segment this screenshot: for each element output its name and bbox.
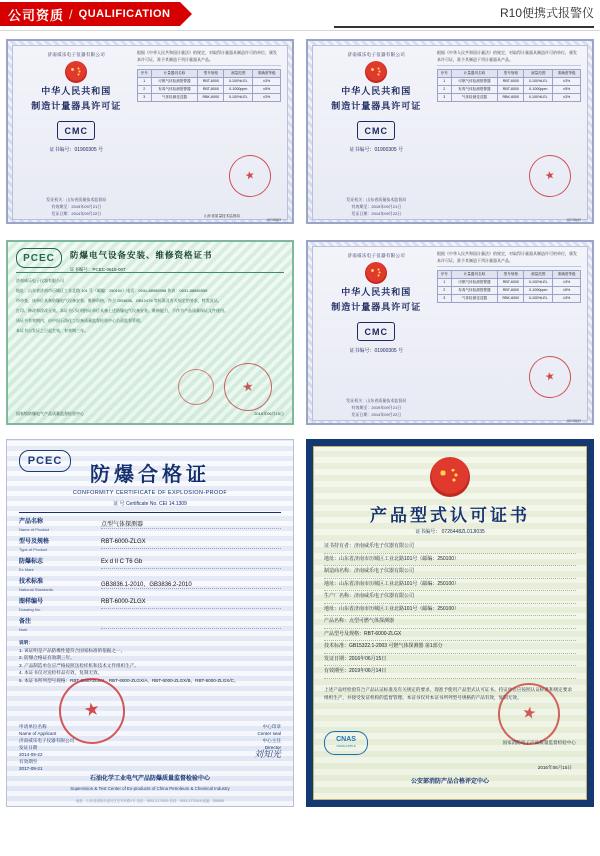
table-cell: 气体检测变送器 <box>451 295 498 303</box>
table-cell: 2 <box>138 86 152 94</box>
table-cell: 3 <box>138 94 152 102</box>
seal-note: 国家消防电子产品质量监督检验中心 <box>502 740 576 745</box>
table-cell: ±3% <box>253 78 281 86</box>
certificate-left-panel <box>316 251 437 424</box>
table-cell: 3 <box>438 295 452 303</box>
field-row <box>19 579 281 593</box>
issue-date: 2016年06月15日 <box>254 411 284 416</box>
certificate-number: 证书编号：01900305 号 <box>349 147 404 153</box>
pcec-logo-icon: PCEC <box>19 450 71 472</box>
divider <box>19 512 281 513</box>
table-cell: RBK-6000 <box>498 295 524 303</box>
table-header-cell: 型号规格 <box>198 70 224 78</box>
table-cell: ±3% <box>553 279 581 287</box>
table-row <box>138 78 281 86</box>
applicant-name: 济南威乐电子仪器有限公司 <box>19 738 75 743</box>
certificate-title-line1: 中华人民共和国 <box>41 86 112 96</box>
notes-title: 说明： <box>19 640 33 645</box>
field-line: 产品型号及规格：RBT-6000-ZLGX <box>324 629 576 642</box>
table-cell: RBT-6000 <box>498 279 524 287</box>
table-cell: RBK-6000 <box>198 94 224 102</box>
table-header-cell: 测量范围 <box>224 70 253 78</box>
issuing-authority: 发证机关：山东省质量技术监督局 <box>346 398 407 403</box>
certificate-title: 防爆电气设备安装、维修资格证书 <box>70 250 213 260</box>
certificate-right-panel <box>437 251 585 424</box>
table-header-cell: 准确度等级 <box>553 271 581 279</box>
table-header-cell: 序号 <box>438 271 452 279</box>
field-line: 产品名称：点型可燃气体探测器 <box>324 616 576 629</box>
table-cell: 2 <box>438 86 452 94</box>
certificate-note: 根据《中华人民共和国计量法》的规定，对取得计量器具制造许可的单位，颁发本许可证，准予其制造下列计量器具产品。 <box>437 50 581 66</box>
issue-date: 发证日期：2014年09月22日 <box>351 412 402 417</box>
field-label-en: Note <box>19 627 28 632</box>
certificate-title: 防爆合格证 <box>90 464 210 486</box>
issue-date: 发证日期：2014年09月22日 <box>51 211 102 216</box>
divider <box>16 272 284 273</box>
certificate-note: 根据《中华人民共和国计量法》的规定，对取得计量器具制造许可的单位，颁发本许可证，准予其制造下列计量器具产品。 <box>137 50 281 66</box>
table-cell: 可燃气体检测报警器 <box>451 279 498 287</box>
field-line: 地址：山东省济南市历城区工业北路101号（邮编：250100） <box>324 579 576 592</box>
official-seal <box>525 151 575 201</box>
field-label-en: National Standards <box>19 587 54 592</box>
issue-date: 2016年06月15日 <box>537 765 572 770</box>
table-cell: 1 <box>138 78 152 86</box>
field-row <box>19 619 281 633</box>
seal-label-cn: 中心印章 <box>262 724 281 729</box>
table-row <box>438 78 581 86</box>
official-seal <box>225 151 275 201</box>
issue-label-cn: 发证日期 <box>19 745 38 750</box>
issuer-name: 济南威乐电子仪器有限公司 <box>347 253 406 258</box>
table-row <box>438 94 581 102</box>
national-emblem-icon <box>65 61 87 83</box>
table-cell: RBK-6000 <box>498 94 524 102</box>
body-line: 经审查，该单位具备防爆电气设备安装、维修资格，符合 GB3836、GB12476 等标准及有关规定的要求，特发此证。 <box>16 298 222 303</box>
certificate-number: 证书编号：01900305 号 <box>49 147 104 153</box>
field-list <box>324 541 576 679</box>
explosion-proof-certificate[interactable] <box>6 439 294 807</box>
table-row <box>138 86 281 94</box>
table-header-cell: 准确度等级 <box>253 70 281 78</box>
explosion-inspection-certificate[interactable] <box>6 240 294 425</box>
cnas-label: CNAS <box>336 736 356 743</box>
field-row <box>19 519 281 533</box>
cnas-code: CNAS C075-9 <box>336 744 356 748</box>
section-tag-slash: / <box>69 6 74 22</box>
certificate-left-panel <box>16 50 137 223</box>
certificate-title-line2: 制造计量器具许可证 <box>31 101 122 111</box>
table-cell: RBT-6000 <box>498 78 524 86</box>
table-header-cell: 准确度等级 <box>553 70 581 78</box>
field-value <box>101 619 281 629</box>
certificate-title-line2: 制造计量器具许可证 <box>331 101 422 111</box>
certificate-left-panel <box>316 50 437 223</box>
table-cell: ±5% <box>553 287 581 295</box>
table-cell: 可燃气体检测报警器 <box>451 78 498 86</box>
table-header-row <box>438 271 581 279</box>
certificate-cell[interactable] <box>0 232 300 433</box>
table-cell: 0-100%LEL <box>224 78 253 86</box>
cert-no-label-en: Certificate No. <box>125 501 158 507</box>
table-cell: 有毒气体检测报警器 <box>451 287 498 295</box>
field-line: 发证日期：2016年06月15日 <box>324 654 576 667</box>
product-table <box>437 270 581 303</box>
serial-code: 0015533 <box>567 419 581 423</box>
section-tag-cn: 公司资质 <box>8 7 65 23</box>
table-cell: RBT-8000 <box>198 86 224 94</box>
cert-no-label: 证 号 <box>113 501 125 507</box>
certificate-right-panel <box>137 50 285 223</box>
note-line: 5. 本证书所列型号规格：RBT-6000-ZLGX、RBT-6000-ZLGX/A、RBT-6000-ZLGX/B、RBT-6000-ZLGX/C。 <box>19 677 239 683</box>
official-seal <box>221 360 275 414</box>
issue-date: 发证日期：2014年09月22日 <box>351 211 402 216</box>
valid-until: 有效期至：2019年09月21日 <box>351 405 402 410</box>
section-tag <box>0 2 180 26</box>
product-table <box>137 69 281 102</box>
applicant-label-en: Name of Applicant <box>19 731 57 736</box>
table-cell: 气体检测变送器 <box>451 94 498 102</box>
certificate-cell[interactable] <box>300 232 600 433</box>
table-cell: 0-1000ppm <box>224 86 253 94</box>
metrology-licence-certificate[interactable] <box>306 39 594 224</box>
certificate-grid <box>0 31 600 817</box>
metrology-licence-certificate[interactable] <box>306 240 594 425</box>
field-value: Ex d II C T6 Gb <box>101 559 281 569</box>
field-label-cn: 产品名称 <box>19 519 44 525</box>
field-label-cn: 防爆标志 <box>19 559 44 565</box>
body-line: 地址：山东省济南市历城区工业北路 101 号（邮编：250100）电话：0531-88985958 传真：0531-88985959 <box>16 288 208 293</box>
seal-label-en: Center seal <box>257 731 281 736</box>
field-list <box>19 519 281 633</box>
field-label-cn: 备注 <box>19 619 32 625</box>
issuer-name: 济南威乐电子仪器有限公司 <box>47 52 106 57</box>
certificate-cell[interactable] <box>300 31 600 232</box>
certificate-title-line2: 制造计量器具许可证 <box>331 302 422 312</box>
director-label-en: Director <box>264 745 281 750</box>
national-emblem-icon <box>365 262 387 284</box>
field-line: 证书持有者：济南威乐电子仪器有限公司 <box>324 541 576 554</box>
certificate-paragraph: 上述产品经检验符合产品认证标准及有关规定的要求，现准予使用产品型式认可证书。持证单位应按照认证标准和规定要求组织生产，并接受发证机构的监督管理。本证书仅对本证书所列型号规格的产品有效，复制无效。 <box>324 686 573 700</box>
field-label-cn: 图样编号 <box>19 599 44 605</box>
table-row <box>438 295 581 303</box>
footer-en: Supervision & Test Center of Ex-products of China Petroleum & Chemical Industry <box>70 786 230 791</box>
table-header-cell: 计量器具名称 <box>151 70 198 78</box>
table-cell: ±3% <box>253 94 281 102</box>
table-cell: 0-1000ppm <box>524 86 553 94</box>
table-cell: 0-100%LEL <box>524 78 553 86</box>
cmc-mark-icon: CMC <box>57 121 95 140</box>
director-label-cn: 中心主任 <box>262 738 281 743</box>
section-tag-en: QUALIFICATION <box>78 8 171 20</box>
note-line: 3. 产品制造单位应严格按照送检样机和技术文件组织生产。 <box>19 662 139 668</box>
table-cell: ±3% <box>553 94 581 102</box>
table-cell: 0-1000ppm <box>524 287 553 295</box>
cmc-mark-icon: CMC <box>357 322 395 341</box>
issuer-name: 济南威乐电子仪器有限公司 <box>347 52 406 57</box>
seal-caption: 山东省质量技术监督局 <box>204 214 241 218</box>
table-header-cell: 测量范围 <box>524 70 553 78</box>
field-line: 生产厂名称：济南威乐电子仪器有限公司 <box>324 591 576 604</box>
product-type-approval-certificate[interactable] <box>306 439 594 807</box>
table-cell: ±3% <box>553 295 581 303</box>
official-seal <box>525 352 575 402</box>
table-cell: RBT-8000 <box>498 86 524 94</box>
page-header <box>0 0 600 31</box>
field-line: 技术标准：GB15322.1-2003 可燃气体探测器 第1部分 <box>324 641 576 654</box>
table-cell: RBT-8000 <box>498 287 524 295</box>
table-cell: 0-100%LEL <box>524 295 553 303</box>
certificate-body <box>16 277 284 334</box>
certificate-right-panel <box>437 50 585 223</box>
table-header-cell: 序号 <box>138 70 152 78</box>
field-row <box>19 599 281 613</box>
table-cell: 有毒气体检测报警器 <box>451 86 498 94</box>
valid-until: 有效期至：2019年09月21日 <box>51 204 102 209</box>
table-cell: 2 <box>438 287 452 295</box>
field-line: 有效期至：2019年06月14日 <box>324 666 576 679</box>
issuing-authority: 国家级防爆电气产品质量监督检验中心 <box>16 411 84 416</box>
field-label-en: Type of Product <box>19 547 48 552</box>
table-header-cell: 计量器具名称 <box>451 271 498 279</box>
table-row <box>438 287 581 295</box>
header-rule <box>334 26 594 28</box>
note-line: 1. 该证明是产品防爆性能符合国家标准的依据之一。 <box>19 647 126 653</box>
table-row <box>438 279 581 287</box>
table-header-row <box>138 70 281 78</box>
body-line: 本证书自发证之日起生效，有效期三年。 <box>16 328 88 333</box>
serial-code: 0015549 <box>567 218 581 222</box>
table-cell: 0-100%LEL <box>524 94 553 102</box>
certificate-title: 产品型式认可证书 <box>370 506 530 525</box>
table-header-cell: 型号规格 <box>498 70 524 78</box>
field-value: 点型气体探测器 <box>101 519 281 529</box>
pcec-logo-icon: PCEC <box>16 248 62 268</box>
table-row <box>438 86 581 94</box>
certificate-title-line1: 中华人民共和国 <box>341 86 412 96</box>
body-line: 打印、修改和涂改无效。本证书只证明持证单位具备上述防爆电气设备安装、维修能力，不作为产品质量保证文件使用。 <box>16 308 228 313</box>
cmc-mark-icon: CMC <box>357 121 395 140</box>
issuing-authority: 发证机关：山东省质量技术监督局 <box>346 197 407 202</box>
certificate-title-line1: 中华人民共和国 <box>341 287 412 297</box>
table-cell: ±3% <box>553 78 581 86</box>
table-cell: ±5% <box>253 86 281 94</box>
metrology-licence-certificate[interactable] <box>6 39 294 224</box>
national-emblem-icon <box>365 61 387 83</box>
certificate-number: 证书编号：PCEC-0615-007 <box>70 267 126 272</box>
table-cell: 1 <box>438 78 452 86</box>
table-cell: RBT-6000 <box>198 78 224 86</box>
signature-area <box>19 723 281 772</box>
field-value: GB3836.1-2010、GB3836.2-2010 <box>101 579 281 589</box>
certificate-note: 根据《中华人民共和国计量法》的规定，对取得计量器具制造许可的单位，颁发本许可证，准予其制造下列计量器具产品。 <box>437 251 581 267</box>
cert-no-value: 0726448ZL01JI035 <box>441 529 485 535</box>
field-label-en: Name of Product <box>19 527 50 532</box>
valid-label-cn: 有效期至 <box>19 759 38 764</box>
field-label-cn: 技术标准 <box>19 579 44 585</box>
table-cell: 0-100%LEL <box>524 279 553 287</box>
field-label-cn: 型号及规格 <box>19 539 50 545</box>
cert-no-label: 证书编号： <box>415 529 441 535</box>
table-cell: 气体检测变送器 <box>151 94 198 102</box>
issuing-authority: 发证机关：山东省质量技术监督局 <box>46 197 107 202</box>
certificate-cell[interactable] <box>300 433 600 817</box>
table-header-cell: 序号 <box>438 70 452 78</box>
table-cell: 0-100%LEL <box>224 94 253 102</box>
footer-contact: 地址：山东省南阳市淄川区东外环路1号 电话：0533-2170016 传真：0533-2170016 邮编：255086 <box>76 799 224 803</box>
footer-cn: 石油化学工业电气产品防爆质量监督检验中心 <box>89 776 210 782</box>
table-cell: 有毒气体检测报警器 <box>151 86 198 94</box>
cert-no-value: CEI 14.1309 <box>159 501 187 507</box>
serial-code: 0015563 <box>267 218 281 222</box>
certificate-cell[interactable] <box>0 31 300 232</box>
certificate-number: 证书编号：01900305 号 <box>349 348 404 354</box>
footer-organisation <box>17 774 283 794</box>
body-line: 该证书有效期内，由中国石油化工设备质量监督检验中心负责监督管理。 <box>16 318 144 323</box>
issue-date: 2014-09-22 <box>19 752 43 757</box>
cnas-logo-icon <box>324 731 368 755</box>
product-table <box>437 69 581 102</box>
note-line: 4. 本证书仅对送检样品有效，复制无效。 <box>19 670 103 675</box>
certificate-title-en: CONFORMITY CERTIFICATE OF EXPLOSION-PROOF <box>72 490 228 496</box>
holder-name: 济南威乐电子仪器有限公司 <box>16 278 64 283</box>
field-label-en: Drawing No. <box>19 607 42 612</box>
national-emblem-icon <box>430 457 470 497</box>
product-name: R10便携式报警仪 <box>499 6 594 20</box>
secondary-seal <box>178 369 214 405</box>
certificate-cell[interactable] <box>0 433 300 817</box>
table-row <box>138 94 281 102</box>
note-line: 2. 防爆合格证有效期三年。 <box>19 655 75 660</box>
field-value: RBT-6000-ZLGX <box>101 539 281 549</box>
table-cell: 3 <box>438 94 452 102</box>
table-cell: ±5% <box>553 86 581 94</box>
valid-until: 有效期至：2019年09月21日 <box>351 204 402 209</box>
field-value: RBT-6000-ZLGX <box>101 599 281 609</box>
field-line: 地址：山东省济南市历城区工业北路101号（邮编：250100） <box>324 604 576 617</box>
table-header-row <box>438 70 581 78</box>
field-line: 制造商名称：济南威乐电子仪器有限公司 <box>324 566 576 579</box>
field-label-en: Ex Mark <box>19 567 34 572</box>
footer-organisation: 公安部消防产品合格评定中心 <box>410 779 489 785</box>
table-header-cell: 型号规格 <box>498 271 524 279</box>
table-header-cell: 计量器具名称 <box>451 70 498 78</box>
valid-date: 2017-09-21 <box>19 766 43 771</box>
accreditation-marks <box>324 731 576 755</box>
table-header-cell: 测量范围 <box>524 271 553 279</box>
table-cell: 可燃气体检测报警器 <box>151 78 198 86</box>
director-signature: 刘知光 <box>253 749 281 759</box>
notes-block <box>19 639 281 684</box>
field-row <box>19 539 281 553</box>
applicant-label-cn: 申请单位名称 <box>19 724 47 729</box>
field-line: 地址：山东省济南市历城区工业北路101号（邮编：250100） <box>324 554 576 567</box>
field-row <box>19 559 281 573</box>
table-cell: 1 <box>438 279 452 287</box>
